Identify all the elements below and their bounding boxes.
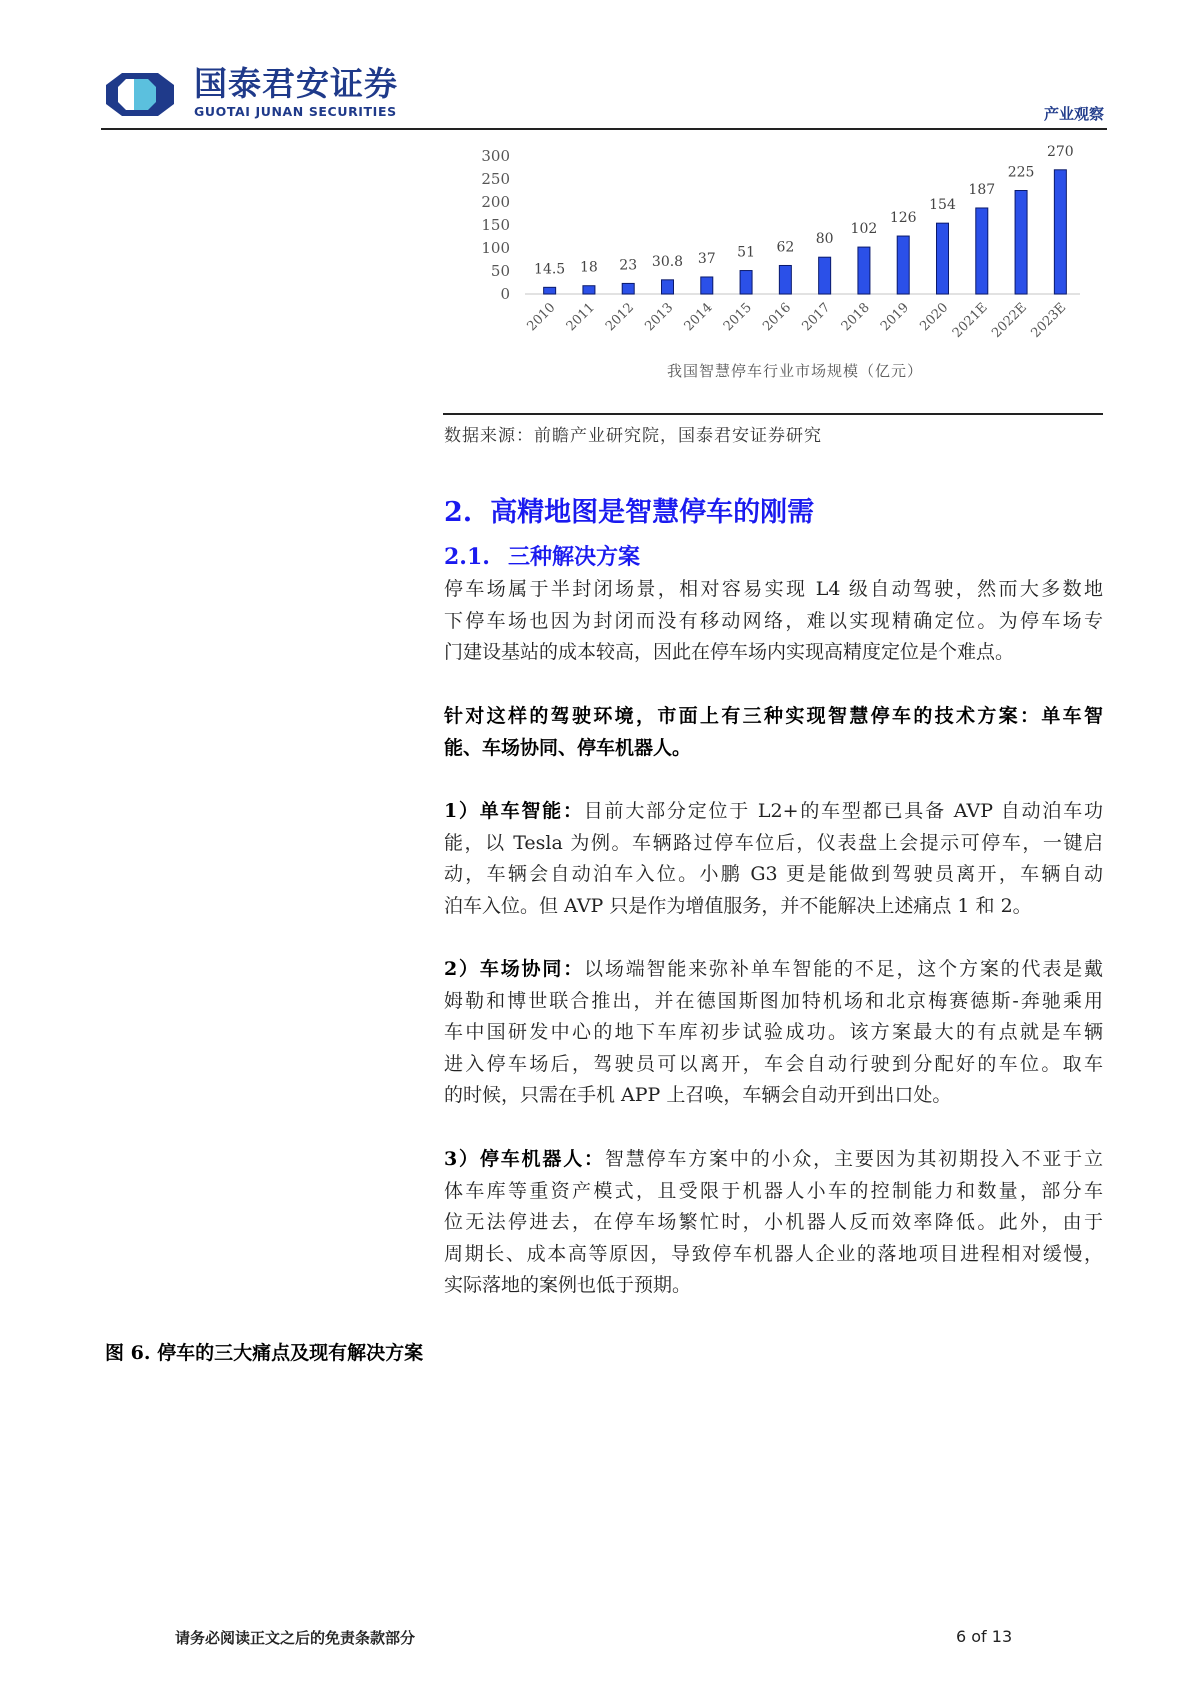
subsection-number: 2.1. [444, 544, 490, 570]
text-line: 体车库等重资产模式，且受限于机器人小车的控制能力和数量，部分车 [444, 1179, 1103, 1202]
x-tick-label: 2021E [949, 300, 991, 341]
x-tick-label: 2015 [720, 300, 755, 335]
x-tick-label: 2017 [799, 300, 834, 335]
text-line: 下停车场也因为封闭而没有移动网络，难以实现精确定位。为停车场专 [444, 609, 1103, 632]
text-line: 以场端智能来弥补单车智能的不足，这个方案的代表是戴 [584, 958, 1103, 980]
y-tick-label: 300 [481, 147, 510, 165]
bar [858, 247, 870, 294]
bar [1054, 170, 1066, 294]
bar [740, 271, 752, 294]
y-tick-label: 0 [500, 285, 510, 303]
x-tick-label: 2013 [642, 300, 677, 335]
data-label: 62 [776, 239, 795, 256]
data-source: 数据来源：前瞻产业研究院，国泰君安证券研究 [444, 426, 822, 446]
disclaimer-note: 请务必阅读正文之后的免责条款部分 [175, 1629, 416, 1647]
summary-paragraph [444, 701, 1103, 764]
data-label: 18 [580, 259, 598, 276]
text-line: 动，车辆会自动泊车入位。小鹏 G3 更是能做到驾驶员离开，车辆自动 [444, 863, 1103, 886]
x-tick-label: 2023E [1028, 300, 1070, 341]
text-line: 泊车入位。但 AVP 只是作为增值服务，并不能解决上述痛点 1 和 2。 [444, 894, 1032, 917]
bar [1015, 191, 1027, 295]
x-tick-label: 2019 [878, 300, 913, 335]
data-label: 80 [815, 231, 834, 248]
item-single-vehicle [444, 796, 1103, 922]
x-tick-label: 2022E [989, 300, 1030, 341]
data-label: 126 [889, 210, 917, 227]
subsection-heading [444, 543, 640, 571]
section-tag: 产业观察 [1043, 105, 1104, 123]
text-line: 停车场属于半封闭场景，相对容易实现 L4 级自动驾驶，然而大多数地 [444, 578, 1103, 600]
chart-caption: 我国智慧停车行业市场规模（亿元） [666, 362, 923, 380]
intro-paragraph [444, 574, 1103, 669]
x-tick-label: 2014 [681, 300, 716, 335]
item-parking-robot [444, 1144, 1103, 1302]
x-tick-label: 2012 [603, 300, 638, 335]
subsection-title: 三种解决方案 [507, 544, 640, 570]
text-line: 门建设基站的成本较高，因此在停车场内实现高精度定位是个难点。 [444, 641, 1015, 664]
bar [937, 223, 949, 294]
y-tick-label: 150 [481, 216, 510, 234]
data-label: 14.5 [534, 261, 566, 278]
bar [976, 208, 988, 294]
data-label: 102 [850, 221, 878, 238]
bar [583, 286, 595, 294]
data-label: 51 [737, 244, 755, 261]
text-line: 实际落地的案例也低于预期。 [444, 1274, 692, 1297]
x-tick-label: 2016 [760, 300, 795, 335]
bar [819, 257, 831, 294]
bar [662, 280, 674, 294]
x-tick-label: 2018 [838, 300, 873, 335]
source-divider [443, 413, 1103, 415]
item-lead: 2）车场协同： [444, 958, 585, 980]
y-tick-label: 250 [481, 170, 510, 188]
y-tick-label: 100 [481, 239, 510, 257]
data-label: 154 [929, 197, 956, 214]
page-number: 6 of 13 [956, 1627, 1013, 1646]
data-label: 23 [619, 257, 638, 274]
section-heading [444, 496, 814, 530]
text-line: 针对这样的驾驶环境，市面上有三种实现智慧停车的技术方案：单车智 [444, 705, 1103, 727]
logo-icon [104, 71, 176, 118]
text-line: 姆勒和博世联合推出，并在德国斯图加特机场和北京梅赛德斯-奔驰乘用 [444, 989, 1103, 1012]
data-label: 270 [1046, 143, 1074, 160]
data-label: 30.8 [651, 253, 684, 270]
item-lead: 1）单车智能： [444, 800, 584, 822]
x-tick-label: 2011 [563, 300, 598, 335]
logo-text-cn: 国泰君安证券 [194, 64, 398, 103]
text-line: 周期长、成本高等原因，导致停车机器人企业的落地项目进程相对缓慢， [444, 1242, 1103, 1265]
text-line: 进入停车场后，驾驶员可以离开，车会自动行驶到分配好的车位。取车 [444, 1052, 1103, 1075]
bar [544, 287, 556, 294]
text-line: 智慧停车方案中的小众，主要因为其初期投入不亚于立 [604, 1148, 1103, 1170]
text-line: 位无法停进去，在停车场繁忙时，小机器人反而效率降低。此外，由于 [444, 1211, 1103, 1234]
x-tick-label: 2010 [524, 300, 559, 335]
item-vehicle-site-cooperation [444, 954, 1103, 1112]
text-line: 能，以 Tesla 为例。车辆路过停车位后，仪表盘上会提示可停车，一键启 [444, 831, 1103, 854]
bar [897, 236, 909, 294]
bar [701, 277, 713, 294]
section-number: 2. [444, 497, 473, 528]
text-line: 能、车场协同、停车机器人。 [444, 736, 692, 759]
y-tick-label: 50 [490, 262, 510, 280]
bar [622, 283, 634, 294]
data-label: 37 [697, 250, 716, 267]
text-line: 的时候，只需在手机 APP 上召唤，车辆会自动开到出口处。 [444, 1084, 952, 1107]
data-label: 225 [1007, 164, 1035, 181]
figure-title: 图 6. 停车的三大痛点及现有解决方案 [105, 1342, 424, 1364]
logo-text-en: GUOTAI JUNAN SECURITIES [194, 104, 397, 119]
x-tick-label: 2020 [917, 300, 952, 335]
header-divider [101, 128, 1107, 130]
market-size-bar-chart [470, 140, 1100, 390]
y-tick-label: 200 [481, 193, 510, 211]
text-line: 目前大部分定位于 L2+的车型都已具备 AVP 自动泊车功 [583, 800, 1103, 822]
bar [779, 265, 791, 294]
data-label: 187 [968, 181, 996, 198]
section-title: 高精地图是智慧停车的刚需 [490, 497, 815, 528]
item-lead: 3）停车机器人： [444, 1148, 605, 1170]
text-line: 车中国研发中心的地下车库初步试验成功。该方案最大的有点就是车辆 [444, 1021, 1103, 1044]
